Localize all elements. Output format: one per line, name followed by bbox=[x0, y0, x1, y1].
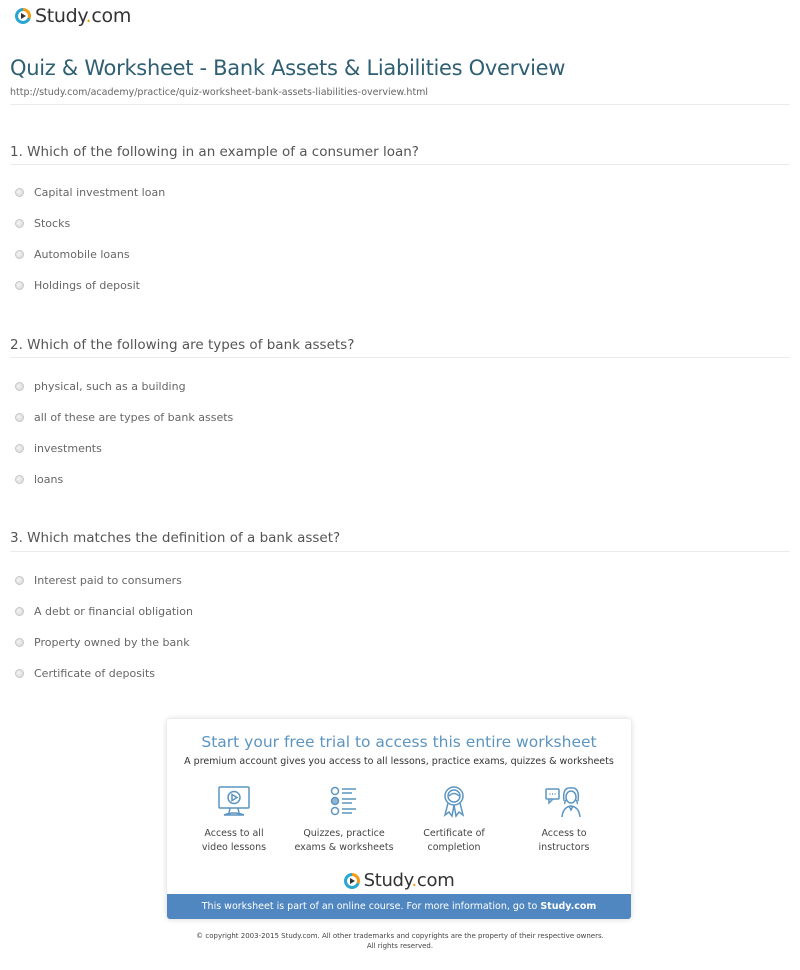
page-url: http://study.com/academy/practice/quiz-worksheet-bank-assets-liabilities-overview.html bbox=[10, 87, 429, 98]
radio-button[interactable] bbox=[15, 638, 24, 647]
feature-quizzes: Quizzes, practice exams & worksheets bbox=[289, 785, 399, 855]
answer-option[interactable]: Certificate of deposits bbox=[15, 667, 155, 680]
feature-list bbox=[167, 785, 631, 855]
answer-option[interactable]: Capital investment loan bbox=[15, 186, 165, 199]
video-monitor-icon bbox=[216, 785, 252, 819]
radio-button[interactable] bbox=[15, 250, 24, 259]
divider bbox=[10, 104, 790, 105]
answer-option[interactable]: Automobile loans bbox=[15, 248, 130, 261]
radio-button[interactable] bbox=[15, 475, 24, 484]
radio-button[interactable] bbox=[15, 188, 24, 197]
logo-text: Study.com bbox=[35, 5, 132, 27]
logo-text: Study.com bbox=[363, 870, 455, 891]
radio-button[interactable] bbox=[15, 669, 24, 678]
answer-option[interactable]: investments bbox=[15, 442, 102, 455]
radio-button[interactable] bbox=[15, 281, 24, 290]
radio-button[interactable] bbox=[15, 607, 24, 616]
study-com-link[interactable]: Study.com bbox=[540, 901, 597, 912]
promo-title[interactable]: Start your free trial to access this entire worksheet bbox=[201, 733, 597, 751]
play-logo-icon bbox=[15, 8, 31, 24]
answer-option[interactable]: all of these are types of bank assets bbox=[15, 411, 233, 424]
feature-video-lessons: Access to all video lessons bbox=[179, 785, 289, 855]
divider bbox=[10, 551, 790, 552]
play-logo-icon bbox=[344, 873, 360, 889]
answer-option[interactable]: physical, such as a building bbox=[15, 380, 186, 393]
page-title: Quiz & Worksheet - Bank Assets & Liabilities Overview bbox=[10, 56, 566, 80]
certificate-ribbon-icon bbox=[436, 785, 472, 819]
promo-subtitle: A premium account gives you access to all lessons, practice exams, quizzes & worksheets bbox=[184, 756, 614, 767]
answer-option[interactable]: Property owned by the bank bbox=[15, 636, 190, 649]
instructor-chat-icon bbox=[544, 785, 584, 819]
study-logo[interactable] bbox=[15, 5, 131, 27]
radio-button[interactable] bbox=[15, 219, 24, 228]
radio-button[interactable] bbox=[15, 444, 24, 453]
radio-button[interactable] bbox=[15, 413, 24, 422]
answer-option[interactable]: loans bbox=[15, 473, 63, 486]
promo-study-logo[interactable] bbox=[167, 870, 631, 891]
online-course-banner: This worksheet is part of an online course. For more information, go to Study.com bbox=[167, 894, 631, 919]
feature-certificate: Certificate of completion bbox=[399, 785, 509, 855]
feature-instructors: Access to instructors bbox=[509, 785, 619, 855]
answer-option[interactable]: Interest paid to consumers bbox=[15, 574, 182, 587]
answer-option[interactable]: Holdings of deposit bbox=[15, 279, 140, 292]
radio-button[interactable] bbox=[15, 382, 24, 391]
answer-option[interactable]: A debt or financial obligation bbox=[15, 605, 193, 618]
question-1: 1. Which of the following in an example of a consumer loan? bbox=[10, 144, 419, 160]
answer-option[interactable]: Stocks bbox=[15, 217, 70, 230]
divider bbox=[10, 164, 790, 165]
quiz-list-icon bbox=[326, 785, 362, 819]
radio-button[interactable] bbox=[15, 576, 24, 585]
free-trial-promo bbox=[167, 719, 631, 919]
divider bbox=[10, 357, 790, 358]
question-2: 2. Which of the following are types of bank assets? bbox=[10, 337, 355, 353]
copyright-notice: © copyright 2003-2015 Study.com. All other trademarks and copyrights are the property of their respective owners. All rights reserved. bbox=[196, 932, 604, 950]
question-3: 3. Which matches the definition of a bank asset? bbox=[10, 530, 341, 546]
